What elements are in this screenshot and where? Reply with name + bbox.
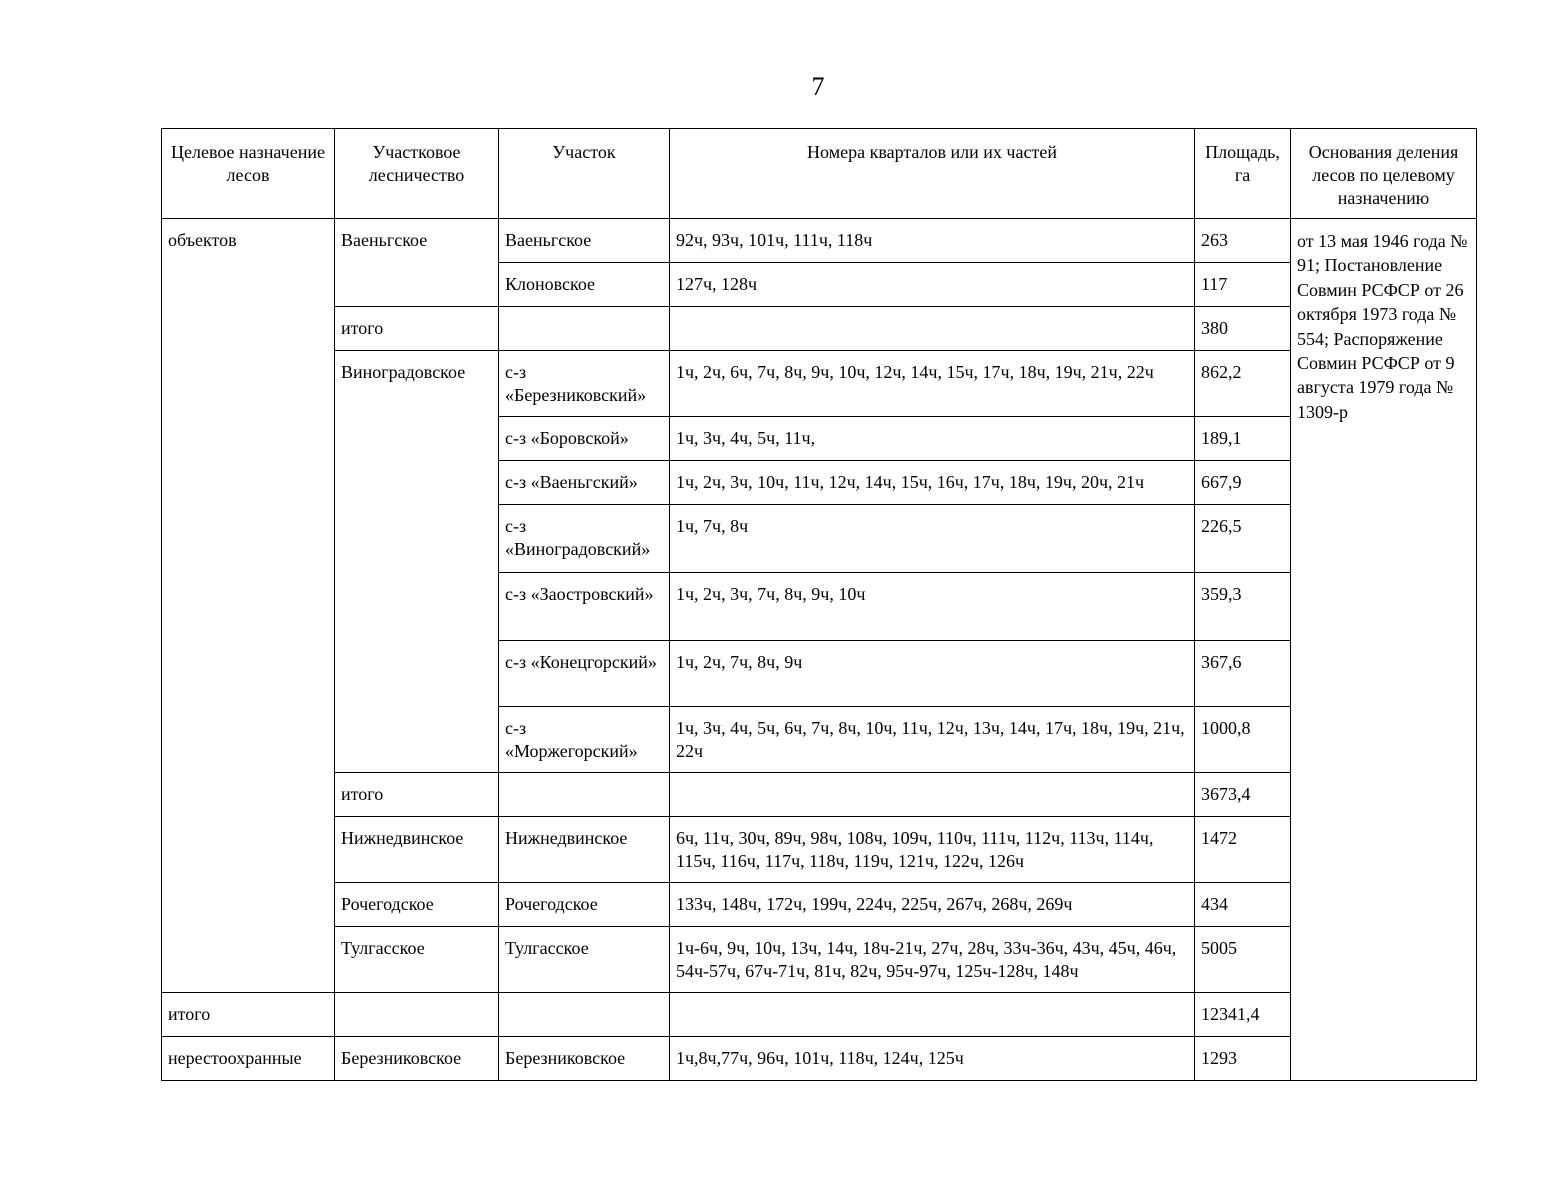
page-number: 7 [811, 72, 825, 101]
table-row [162, 817, 1477, 883]
plot-cell: Клоновское [499, 263, 670, 307]
quarters-cell: 1ч, 3ч, 4ч, 5ч, 11ч, [670, 417, 1195, 461]
area-cell: 667,9 [1195, 461, 1291, 505]
forestry-cell: Березниковское [335, 1037, 499, 1081]
quarters-cell: 92ч, 93ч, 101ч, 111ч, 118ч [670, 219, 1195, 263]
plot-cell: с-з «Виноградовский» [499, 505, 670, 573]
forestry-cell [335, 993, 499, 1037]
quarters-cell: 1ч, 3ч, 4ч, 5ч, 6ч, 7ч, 8ч, 10ч, 11ч, 12ч, 13ч, 14ч, 17ч, 18ч, 19ч, 21ч, 22ч [670, 707, 1195, 773]
purpose-cell: итого [162, 993, 335, 1037]
area-cell: 862,2 [1195, 351, 1291, 417]
area-cell: 1000,8 [1195, 707, 1291, 773]
quarters-cell: 1ч, 7ч, 8ч [670, 505, 1195, 573]
area-cell: 117 [1195, 263, 1291, 307]
forestry-cell: Ваеньгское [335, 219, 499, 307]
header-forestry: Участковое лесничество [335, 129, 499, 219]
plot-cell: с-з «Моржегорский» [499, 707, 670, 773]
quarters-cell: 1ч-6ч, 9ч, 10ч, 13ч, 14ч, 18ч-21ч, 27ч, 28ч, 33ч-36ч, 43ч, 45ч, 46ч, 54ч-57ч, 67ч-71ч, 81ч, 82ч, 95ч-97ч, 125ч-128ч, 148ч [670, 927, 1195, 993]
forestry-cell: итого [335, 773, 499, 817]
quarters-cell: 1ч, 2ч, 6ч, 7ч, 8ч, 9ч, 10ч, 12ч, 14ч, 15ч, 17ч, 18ч, 19ч, 21ч, 22ч [670, 351, 1195, 417]
plot-cell: Рочегодское [499, 883, 670, 927]
plot-cell [499, 773, 670, 817]
table-row [162, 351, 1477, 417]
area-cell: 5005 [1195, 927, 1291, 993]
quarters-cell: 127ч, 128ч [670, 263, 1195, 307]
header-plot: Участок [499, 129, 670, 219]
quarters-cell: 1ч, 2ч, 7ч, 8ч, 9ч [670, 641, 1195, 707]
area-cell: 434 [1195, 883, 1291, 927]
quarters-cell [670, 993, 1195, 1037]
plot-cell [499, 993, 670, 1037]
plot-cell: с-з «Заостровский» [499, 573, 670, 641]
header-row [162, 129, 1477, 219]
table-row [162, 773, 1477, 817]
area-cell: 263 [1195, 219, 1291, 263]
quarters-cell: 1ч, 2ч, 3ч, 7ч, 8ч, 9ч, 10ч [670, 573, 1195, 641]
plot-cell: с-з «Березниковский» [499, 351, 670, 417]
forestry-cell: Рочегодское [335, 883, 499, 927]
quarters-cell: 6ч, 11ч, 30ч, 89ч, 98ч, 108ч, 109ч, 110ч, 111ч, 112ч, 113ч, 114ч, 115ч, 116ч, 117ч, 118ч, 119ч, 121ч, 122ч, 126ч [670, 817, 1195, 883]
forestry-cell: Тулгасское [335, 927, 499, 993]
area-cell: 1293 [1195, 1037, 1291, 1081]
plot-cell: с-з «Ваеньгский» [499, 461, 670, 505]
table-row [162, 883, 1477, 927]
table-row [162, 307, 1477, 351]
plot-cell: с-з «Конецгорский» [499, 641, 670, 707]
table-row [162, 219, 1477, 263]
area-cell: 359,3 [1195, 573, 1291, 641]
table-row [162, 927, 1477, 993]
area-cell: 3673,4 [1195, 773, 1291, 817]
quarters-cell: 1ч,8ч,77ч, 96ч, 101ч, 118ч, 124ч, 125ч [670, 1037, 1195, 1081]
header-purpose: Целевое назначение лесов [162, 129, 335, 219]
basis-cell: от 13 мая 1946 года № 91; Постановление Совмин РСФСР от 26 октября 1973 года № 554; Распоряжение Совмин РСФСР от 9 августа 1979 года № 1309-р [1291, 219, 1477, 1081]
area-cell: 380 [1195, 307, 1291, 351]
area-cell: 189,1 [1195, 417, 1291, 461]
plot-cell: Ваеньгское [499, 219, 670, 263]
plot-cell [499, 307, 670, 351]
forestry-cell: Виноградовское [335, 351, 499, 773]
quarters-cell: 133ч, 148ч, 172ч, 199ч, 224ч, 225ч, 267ч, 268ч, 269ч [670, 883, 1195, 927]
quarters-cell: 1ч, 2ч, 3ч, 10ч, 11ч, 12ч, 14ч, 15ч, 16ч, 17ч, 18ч, 19ч, 20ч, 21ч [670, 461, 1195, 505]
table-row [162, 1037, 1477, 1081]
forestry-cell: итого [335, 307, 499, 351]
purpose-cell: нерестоохранные [162, 1037, 335, 1081]
header-basis: Основания деления лесов по целевому назначению [1291, 129, 1477, 219]
quarters-cell [670, 307, 1195, 351]
plot-cell: Тулгасское [499, 927, 670, 993]
forestry-cell: Нижнедвинское [335, 817, 499, 883]
table-row [162, 993, 1477, 1037]
forest-purpose-table [161, 128, 1477, 1081]
header-quarters: Номера кварталов или их частей [670, 129, 1195, 219]
header-area: Площадь, га [1195, 129, 1291, 219]
area-cell: 226,5 [1195, 505, 1291, 573]
area-cell: 12341,4 [1195, 993, 1291, 1037]
quarters-cell [670, 773, 1195, 817]
plot-cell: с-з «Боровской» [499, 417, 670, 461]
area-cell: 1472 [1195, 817, 1291, 883]
plot-cell: Нижнедвинское [499, 817, 670, 883]
area-cell: 367,6 [1195, 641, 1291, 707]
plot-cell: Березниковское [499, 1037, 670, 1081]
purpose-cell: объектов [162, 219, 335, 993]
